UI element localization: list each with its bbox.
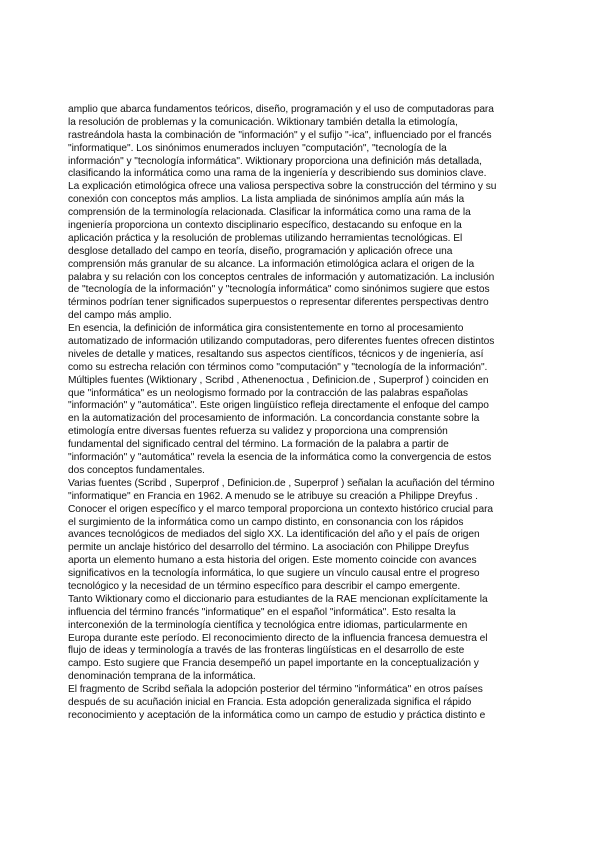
text-line: la resolución de problemas y la comunicación. Wiktionary también detalla la etimología, <box>68 116 458 128</box>
text-line: "informatique" en Francia en 1962. A menudo se le atribuye su creación a Philippe Dreyfus . <box>68 490 478 502</box>
text-line: Varias fuentes (Scribd , Superprof , Definicion.de , Superprof ) señalan la acuñación del término <box>68 477 495 489</box>
text-line: aporta un elemento humano a esta historia del origen. Este momento coincide con avances <box>68 555 477 567</box>
text-line: comprensión de la terminología relacionada. Clasificar la informática como una rama de la <box>68 207 471 219</box>
text-line: El fragmento de Scribd señala la adopción posterior del término "informática" en otros países <box>68 684 483 696</box>
text-line: que "informática" es un neologismo formado por la contracción de las palabras españolas <box>68 387 468 399</box>
text-line: desglose detallado del campo en teoría, diseño, programación y aplicación ofrece una <box>68 245 453 257</box>
text-line: palabra y su relación con los conceptos centrales de información y automatización. La inclusión <box>68 271 495 283</box>
text-line: comprensión más granular de su alcance. La información etimológica aclara el origen de la <box>68 258 475 270</box>
text-line: automatizado de información utilizando computadoras, pero diferentes fuentes ofrecen distintos <box>68 336 495 348</box>
text-line: Tanto Wiktionary como el diccionario para estudiantes de la RAE mencionan explícitamente la <box>68 593 488 605</box>
text-line: En esencia, la definición de informática gira consistentemente en torno al procesamiento <box>68 323 464 335</box>
text-line: información" y "tecnología informática". Wiktionary proporciona una definición más detallada, <box>68 155 482 167</box>
text-line: flujo de ideas y terminología a través de las fronteras lingüísticas en el desarrollo de este <box>68 645 465 657</box>
text-line: avances tecnológicos de mediados del siglo XX. La identificación del año y el país de origen <box>68 529 480 541</box>
text-line: "información" y "automática" revela la esencia de la informática como la convergencia de estos <box>68 452 492 464</box>
text-line: etimología entre diversas fuentes refuerza su validez y proporciona una comprensión <box>68 426 448 438</box>
text-line: conexión con conceptos más amplios. La lista ampliada de sinónimos amplía aún más la <box>68 194 465 206</box>
text-line: Conocer el origen específico y el marco temporal proporciona un contexto histórico crucial para <box>68 503 494 515</box>
text-line: como su estrecha relación con términos como "computación" y "tecnología de la información". <box>68 361 488 373</box>
text-line: campo. Esto sugiere que Francia desempeñó un papel importante en la conceptualización y <box>68 658 479 670</box>
text-line: significativos en la tecnología informática, lo que sugiere un vínculo causal entre el progreso <box>68 568 480 580</box>
text-line: en la automatización del procesamiento de información. La concordancia constante sobre la <box>68 413 480 425</box>
text-line: clasificando la informática como una rama de la ingeniería y describiendo sus dominios clave. <box>68 168 487 180</box>
text-line: niveles de detalle y matices, resaltando sus aspectos científicos, técnicos y de ingeniería, así <box>68 348 484 360</box>
text-line: dos conceptos fundamentales. <box>68 464 205 476</box>
text-line: permite un anclaje histórico del desarrollo del término. La asociación con Philippe Dreyfus <box>68 542 469 554</box>
text-line: reconocimiento y aceptación de la informática como un campo de estudio y práctica distinto e <box>68 709 486 721</box>
text-line <box>68 723 536 736</box>
text-line: interconexión de la terminología científica y tecnológica entre idiomas, particularmente en <box>68 619 468 631</box>
text-line: Múltiples fuentes (Wiktionary , Scribd , Athenenoctua , Definicion.de , Superprof ) coinciden en <box>68 374 489 386</box>
text-line: el surgimiento de la informática como un campo distinto, en consonancia con los rápidos <box>68 516 464 528</box>
text-line: influencia del término francés "informatique" en el español "informática". Esto resalta la <box>68 606 456 618</box>
text-line: La explicación etimológica ofrece una valiosa perspectiva sobre la construcción del término y su <box>68 181 497 193</box>
text-line: de "tecnología de la información" y "tecnología informática" como sinónimos sugiere que estos <box>68 284 490 296</box>
text-line: Europa durante este período. El reconocimiento directo de la influencia francesa demuestra el <box>68 632 488 644</box>
text-line: denominación temprana de la informática. <box>68 671 256 683</box>
text-line: tecnológico y la necesidad de un término específico para describir el campo emergente. <box>68 580 461 592</box>
text-line: del campo más amplio. <box>68 310 172 322</box>
text-line: aplicación práctica y la resolución de problemas utilizando herramientas tecnológicas. El <box>68 232 463 244</box>
text-line: "informatique". Los sinónimos enumerados incluyen "computación", "tecnología de la <box>68 142 447 154</box>
text-line: después de su acuñación inicial en Francia. Esta adopción generalizada significa el rápido <box>68 696 472 708</box>
body-text <box>68 104 536 736</box>
text-line: amplio que abarca fundamentos teóricos, diseño, programación y el uso de computadoras para <box>68 104 494 115</box>
text-line: "información" y "automática". Este origen lingüístico refleja directamente el enfoque del campo <box>68 400 489 412</box>
text-line: fundamental del significado central del término. La formación de la palabra a partir de <box>68 439 449 451</box>
text-line: rastreándola hasta la combinación de "información" y el sufijo "-ica", influenciado por el francés <box>68 129 492 141</box>
text-line: términos podrían tener significados superpuestos o representar diferentes perspectivas dentro <box>68 297 489 309</box>
text-line: ingeniería proporciona un contexto disciplinario específico, destacando su enfoque en la <box>68 220 462 232</box>
